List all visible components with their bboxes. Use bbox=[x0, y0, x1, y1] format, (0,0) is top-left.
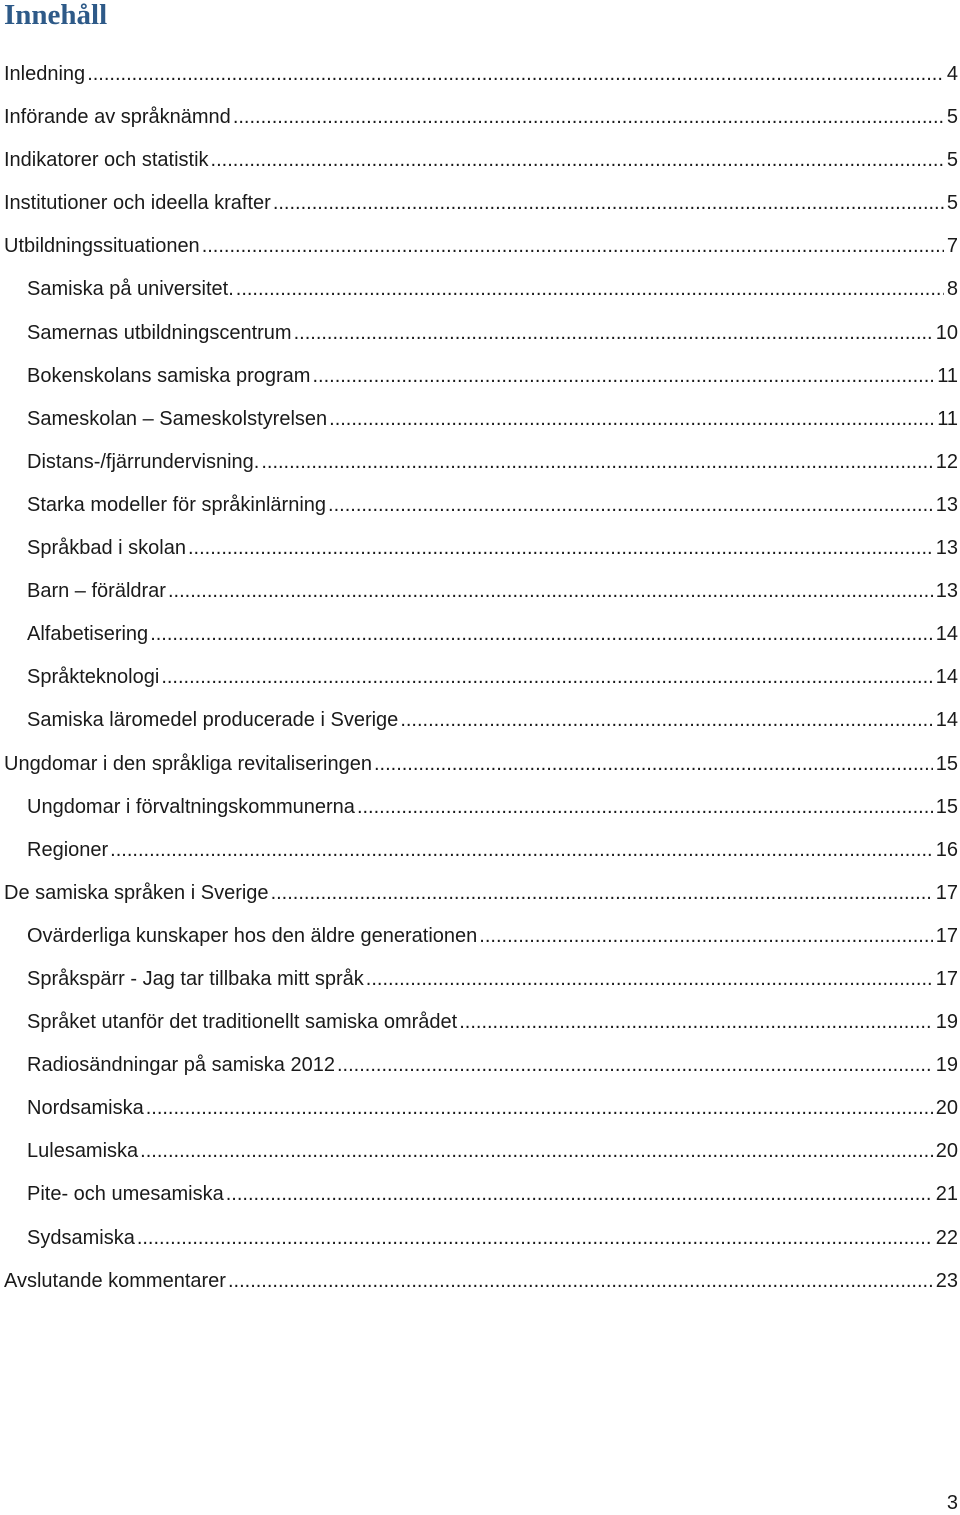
dot-leader bbox=[357, 786, 933, 829]
dot-leader bbox=[140, 1130, 933, 1173]
toc-entry[interactable] bbox=[0, 182, 960, 225]
toc-entry-label: Lulesamiska bbox=[27, 1140, 139, 1163]
toc-entry[interactable] bbox=[0, 268, 960, 311]
toc-entry-label: Språket utanför det traditionellt samiska området bbox=[27, 1011, 458, 1034]
toc-entry[interactable] bbox=[0, 570, 960, 613]
dot-leader bbox=[400, 699, 932, 742]
toc-entry[interactable] bbox=[0, 1130, 960, 1173]
toc-entry-label: Införande av språknämnd bbox=[4, 106, 231, 129]
toc-entry-page: 14 bbox=[935, 709, 958, 732]
dot-leader bbox=[211, 139, 944, 182]
toc-entry-label: Institutioner och ideella krafter bbox=[4, 192, 271, 215]
toc-entry[interactable] bbox=[0, 527, 960, 570]
toc-entry-page: 5 bbox=[946, 106, 958, 129]
toc-entry-page: 4 bbox=[946, 63, 958, 85]
dot-leader bbox=[261, 441, 932, 484]
toc-entry-page: 16 bbox=[935, 838, 958, 861]
toc-entry-page: 17 bbox=[935, 924, 958, 947]
toc-entry-page: 8 bbox=[946, 278, 958, 301]
toc-entry-page: 12 bbox=[935, 450, 958, 473]
toc-entry-page: 15 bbox=[935, 795, 958, 818]
toc-entry[interactable] bbox=[0, 656, 960, 699]
toc-list bbox=[0, 53, 960, 1303]
toc-entry-page: 14 bbox=[935, 666, 958, 689]
toc-entry[interactable] bbox=[0, 96, 960, 139]
toc-entry[interactable] bbox=[0, 355, 960, 398]
dot-leader bbox=[233, 96, 944, 139]
toc-entry[interactable] bbox=[0, 915, 960, 958]
toc-entry-label: Indikatorer och statistik bbox=[4, 149, 209, 172]
toc-entry-page: 11 bbox=[937, 407, 958, 430]
dot-leader bbox=[226, 1173, 933, 1216]
dot-leader bbox=[146, 1087, 933, 1130]
toc-entry[interactable] bbox=[0, 699, 960, 742]
toc-entry-page: 23 bbox=[935, 1269, 958, 1292]
toc-entry-label: Barn – föräldrar bbox=[27, 580, 166, 603]
toc-entry-label: Nordsamiska bbox=[27, 1097, 144, 1120]
toc-entry-page: 19 bbox=[935, 1011, 958, 1034]
toc-entry-page: 7 bbox=[946, 235, 958, 258]
dot-leader bbox=[202, 225, 944, 268]
toc-entry-label: Samiska läromedel producerade i Sverige bbox=[27, 709, 399, 732]
dot-leader bbox=[188, 527, 933, 570]
dot-leader bbox=[273, 182, 944, 225]
toc-entry[interactable] bbox=[0, 743, 960, 786]
dot-leader bbox=[328, 484, 933, 527]
toc-entry-label: Sydsamiska bbox=[27, 1226, 135, 1249]
toc-entry[interactable] bbox=[0, 398, 960, 441]
dot-leader bbox=[271, 872, 933, 915]
toc-entry-page: 13 bbox=[935, 537, 958, 560]
toc-entry-label: Radiosändningar på samiska 2012 bbox=[27, 1054, 335, 1077]
dot-leader bbox=[374, 743, 933, 786]
toc-entry-page: 22 bbox=[935, 1226, 958, 1249]
dot-leader bbox=[161, 656, 932, 699]
dot-leader bbox=[329, 398, 934, 441]
toc-entry-page: 15 bbox=[935, 752, 958, 775]
toc-entry-page: 11 bbox=[937, 364, 958, 387]
dot-leader bbox=[294, 312, 933, 355]
dot-leader bbox=[228, 1260, 933, 1303]
toc-entry[interactable] bbox=[0, 1260, 960, 1303]
dot-leader bbox=[236, 268, 944, 311]
toc-entry-page: 5 bbox=[946, 149, 958, 172]
toc-entry[interactable] bbox=[0, 1044, 960, 1087]
toc-entry-label: Sameskolan – Sameskolstyrelsen bbox=[27, 407, 328, 430]
toc-entry-page: 19 bbox=[935, 1054, 958, 1077]
toc-entry-page: 21 bbox=[935, 1183, 958, 1206]
toc-entry[interactable] bbox=[0, 139, 960, 182]
toc-entry-label: Distans-/fjärrundervisning. bbox=[27, 450, 260, 473]
toc-entry[interactable] bbox=[0, 613, 960, 656]
dot-leader bbox=[110, 829, 933, 872]
toc-entry-label: Ovärderliga kunskaper hos den äldre generationen bbox=[27, 924, 478, 947]
dot-leader bbox=[137, 1217, 933, 1260]
toc-entry-label: Avslutande kommentarer bbox=[4, 1269, 226, 1292]
dot-leader bbox=[366, 958, 933, 1001]
dot-leader bbox=[337, 1044, 933, 1087]
toc-entry-label: Samiska på universitet. bbox=[27, 278, 234, 301]
toc-entry[interactable] bbox=[0, 225, 960, 268]
toc-entry-page: 20 bbox=[935, 1140, 958, 1163]
toc-entry-page: 10 bbox=[935, 321, 958, 344]
toc-entry-page: 17 bbox=[935, 967, 958, 990]
toc-entry-label: Bokenskolans samiska program bbox=[27, 364, 311, 387]
toc-entry[interactable] bbox=[0, 441, 960, 484]
toc-entry[interactable] bbox=[0, 484, 960, 527]
dot-leader bbox=[312, 355, 934, 398]
toc-entry[interactable] bbox=[0, 1087, 960, 1130]
toc-entry-label: Språkbad i skolan bbox=[27, 537, 186, 560]
toc-entry-page: 13 bbox=[935, 493, 958, 516]
dot-leader bbox=[168, 570, 933, 613]
toc-entry-label: Starka modeller för språkinlärning bbox=[27, 493, 327, 516]
toc-entry-page: 13 bbox=[935, 580, 958, 603]
toc-entry-label: Inledning bbox=[4, 63, 86, 85]
toc-entry-label: Samernas utbildningscentrum bbox=[27, 321, 292, 344]
toc-entry-label: Ungdomar i förvaltningskommunerna bbox=[27, 795, 355, 818]
toc-entry-label: Alfabetisering bbox=[27, 623, 149, 646]
toc-entry[interactable] bbox=[0, 1217, 960, 1260]
toc-entry-label: Utbildningssituationen bbox=[4, 235, 200, 258]
toc-entry-page: 20 bbox=[935, 1097, 958, 1120]
page-number: 3 bbox=[946, 1492, 958, 1514]
dot-leader bbox=[87, 53, 944, 96]
toc-entry-page: 5 bbox=[946, 192, 958, 215]
toc-entry[interactable] bbox=[0, 872, 960, 915]
toc-entry-label: De samiska språken i Sverige bbox=[4, 881, 269, 904]
toc-entry[interactable] bbox=[0, 1001, 960, 1044]
toc-entry[interactable] bbox=[0, 312, 960, 355]
dot-leader bbox=[150, 613, 933, 656]
dot-leader bbox=[479, 915, 932, 958]
toc-entry-label: Ungdomar i den språkliga revitaliseringen bbox=[4, 752, 372, 775]
toc-title: Innehåll bbox=[4, 0, 108, 31]
toc-entry-label: Språkspärr - Jag tar tillbaka mitt språk bbox=[27, 967, 364, 990]
toc-entry-label: Regioner bbox=[27, 838, 109, 861]
toc-entry[interactable] bbox=[0, 53, 960, 96]
toc-entry-page: 17 bbox=[935, 881, 958, 904]
toc-entry[interactable] bbox=[0, 1173, 960, 1216]
toc-entry-label: Pite- och umesamiska bbox=[27, 1183, 224, 1206]
toc-entry[interactable] bbox=[0, 829, 960, 872]
toc-entry-label: Språkteknologi bbox=[27, 666, 160, 689]
dot-leader bbox=[459, 1001, 933, 1044]
toc-entry-page: 14 bbox=[935, 623, 958, 646]
toc-entry[interactable] bbox=[0, 958, 960, 1001]
toc-entry[interactable] bbox=[0, 786, 960, 829]
